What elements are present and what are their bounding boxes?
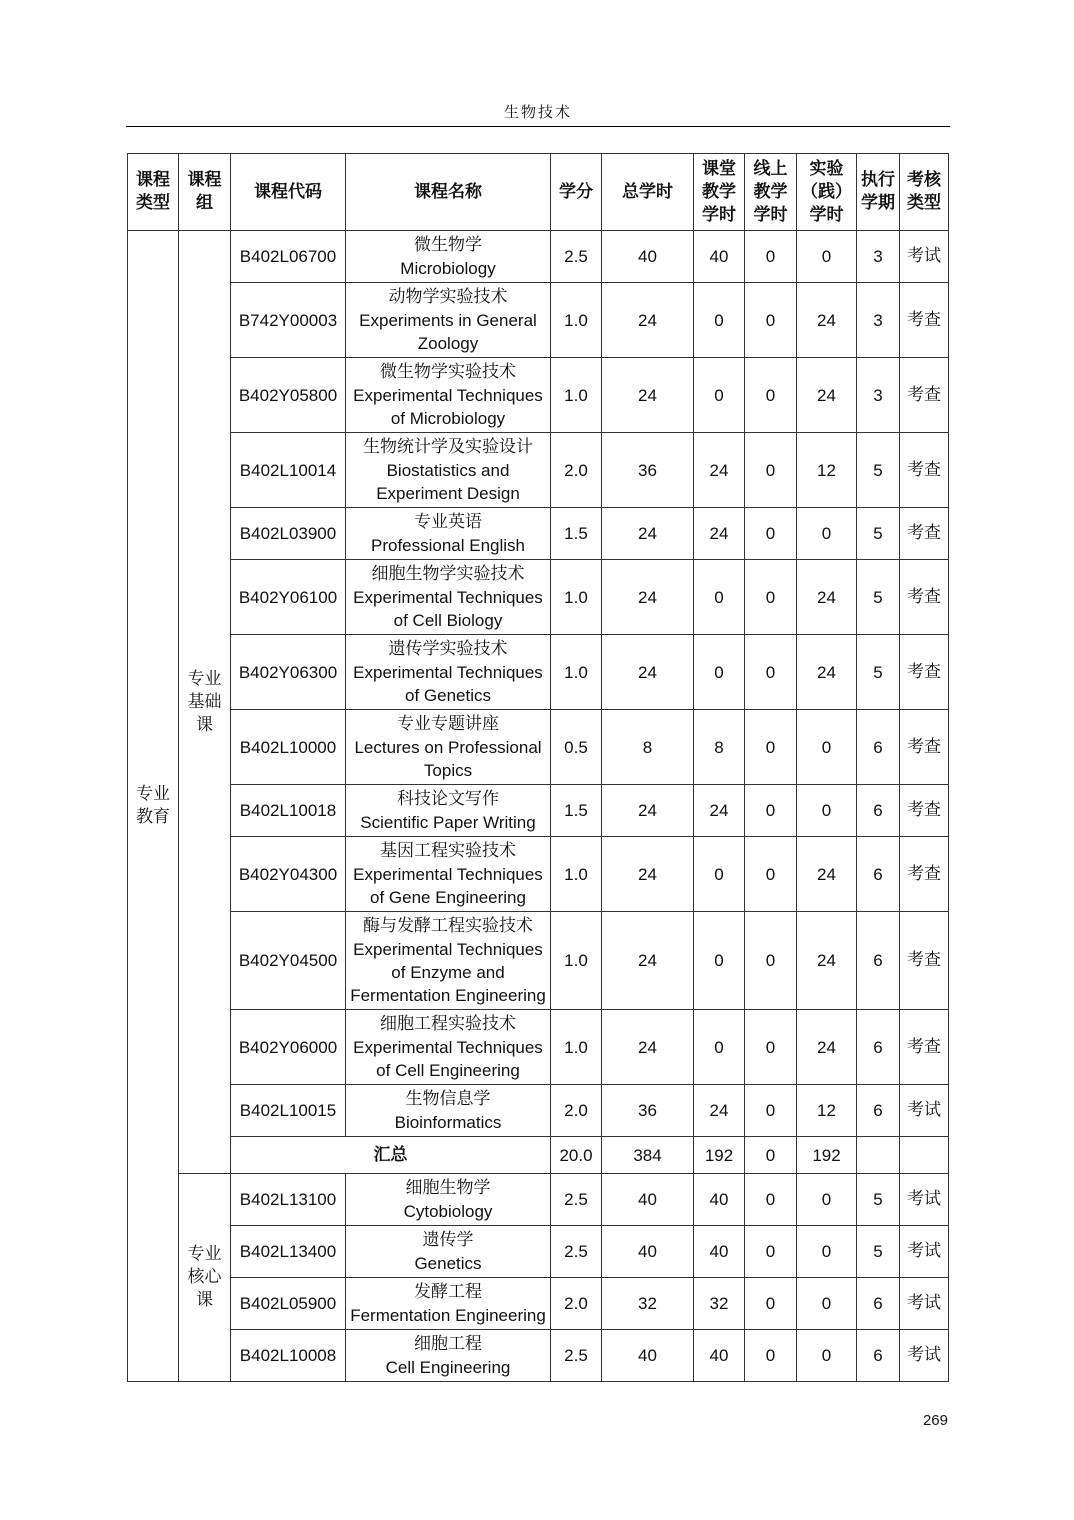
class-hours-cell: 32 <box>694 1278 745 1330</box>
total-assessment-cell <box>900 1137 949 1174</box>
header-class-hours: 课堂教学学时 <box>694 154 745 231</box>
lab-hours-cell: 24 <box>797 912 857 1010</box>
credits-cell: 1.0 <box>551 912 602 1010</box>
credits-cell: 2.0 <box>551 433 602 508</box>
table-row <box>128 710 949 785</box>
total-hours-cell: 36 <box>602 1085 694 1137</box>
total-credits-cell: 20.0 <box>551 1137 602 1174</box>
table-row <box>128 837 949 912</box>
credits-cell: 1.0 <box>551 635 602 710</box>
course-name-cell <box>346 283 551 358</box>
header-semester: 执行学期 <box>857 154 900 231</box>
online-hours-cell: 0 <box>745 231 797 283</box>
course-table-body <box>128 231 949 1382</box>
online-hours-cell: 0 <box>745 560 797 635</box>
online-hours-cell: 0 <box>745 433 797 508</box>
course-name-en: Experimental Techniques of Genetics <box>353 662 543 705</box>
online-hours-cell: 0 <box>745 1278 797 1330</box>
table-row <box>128 358 949 433</box>
assessment-cell: 考查 <box>900 560 949 635</box>
credits-cell: 2.0 <box>551 1278 602 1330</box>
online-hours-cell: 0 <box>745 912 797 1010</box>
total-hours-cell: 24 <box>602 635 694 710</box>
page-header: 生物技术 <box>126 100 950 127</box>
lab-hours-cell: 0 <box>797 1330 857 1382</box>
credits-cell: 2.5 <box>551 1226 602 1278</box>
lab-hours-cell: 24 <box>797 837 857 912</box>
class-hours-cell: 24 <box>694 1085 745 1137</box>
course-name-cn: 细胞生物学 <box>405 1177 491 1198</box>
course-code-cell: B402Y06100 <box>231 560 346 635</box>
assessment-cell: 考试 <box>900 1330 949 1382</box>
course-name-en: Experimental Techniques of Gene Engineering <box>353 864 543 907</box>
course-name-cell <box>346 560 551 635</box>
course-name-cell <box>346 1010 551 1085</box>
semester-cell: 6 <box>857 1278 900 1330</box>
class-hours-cell: 24 <box>694 508 745 560</box>
course-code-cell: B402L13400 <box>231 1226 346 1278</box>
table-row <box>128 560 949 635</box>
lab-hours-cell: 24 <box>797 1010 857 1085</box>
course-name-en: Experimental Techniques of Enzyme and Fermentation Engineering <box>350 939 546 1005</box>
total-lab-hours-cell: 192 <box>797 1137 857 1174</box>
class-hours-cell: 24 <box>694 785 745 837</box>
total-hours-cell: 24 <box>602 560 694 635</box>
total-hours-cell: 40 <box>602 1174 694 1226</box>
course-name-cell <box>346 1330 551 1382</box>
total-hours-cell: 24 <box>602 508 694 560</box>
lab-hours-cell: 24 <box>797 560 857 635</box>
credits-cell: 1.0 <box>551 358 602 433</box>
total-hours-cell: 32 <box>602 1278 694 1330</box>
header-total-hours: 总学时 <box>602 154 694 231</box>
lab-hours-cell: 24 <box>797 358 857 433</box>
class-hours-cell: 0 <box>694 560 745 635</box>
assessment-cell: 考试 <box>900 1085 949 1137</box>
semester-cell: 5 <box>857 433 900 508</box>
online-hours-cell: 0 <box>745 358 797 433</box>
course-code-cell: B402Y05800 <box>231 358 346 433</box>
semester-cell: 5 <box>857 635 900 710</box>
online-hours-cell: 0 <box>745 1010 797 1085</box>
course-name-cell <box>346 231 551 283</box>
total-hours-cell: 40 <box>602 1226 694 1278</box>
table-row <box>128 1330 949 1382</box>
total-hours-cell: 24 <box>602 837 694 912</box>
lab-hours-cell: 0 <box>797 785 857 837</box>
credits-cell: 1.0 <box>551 1010 602 1085</box>
table-row <box>128 1085 949 1137</box>
course-type-cell: 专业教育 <box>128 231 179 1382</box>
course-name-cell <box>346 912 551 1010</box>
course-name-cn: 生物信息学 <box>405 1088 491 1109</box>
course-code-cell: B742Y00003 <box>231 283 346 358</box>
course-code-cell: B402Y04300 <box>231 837 346 912</box>
table-row <box>128 1010 949 1085</box>
assessment-cell: 考试 <box>900 231 949 283</box>
course-code-cell: B402Y04500 <box>231 912 346 1010</box>
table-row <box>128 1278 949 1330</box>
course-code-cell: B402L10000 <box>231 710 346 785</box>
semester-cell: 5 <box>857 1174 900 1226</box>
total-hours-cell: 40 <box>602 1330 694 1382</box>
course-name-cn: 细胞生物学实验技术 <box>371 563 525 584</box>
course-name-cell <box>346 508 551 560</box>
class-hours-cell: 24 <box>694 433 745 508</box>
semester-cell: 6 <box>857 710 900 785</box>
class-hours-cell: 0 <box>694 635 745 710</box>
course-name-cn: 微生物学实验技术 <box>380 361 516 382</box>
header-course-group: 课程组 <box>179 154 231 231</box>
course-name-en: Experimental Techniques of Cell Biology <box>353 587 543 630</box>
course-name-cn: 生物统计学及实验设计 <box>363 436 533 457</box>
semester-cell: 3 <box>857 231 900 283</box>
course-name-cell <box>346 433 551 508</box>
course-name-cn: 发酵工程 <box>414 1281 482 1302</box>
course-name-cn: 细胞工程 <box>414 1333 482 1354</box>
header-lab-hours: 实验（践）学时 <box>797 154 857 231</box>
total-hours-cell: 36 <box>602 433 694 508</box>
course-name-cell <box>346 1085 551 1137</box>
assessment-cell: 考试 <box>900 1226 949 1278</box>
credits-cell: 2.5 <box>551 231 602 283</box>
header-row <box>128 154 949 231</box>
course-name-cn: 科技论文写作 <box>397 788 499 809</box>
credits-cell: 0.5 <box>551 710 602 785</box>
online-hours-cell: 0 <box>745 785 797 837</box>
header-online-hours: 线上教学学时 <box>745 154 797 231</box>
class-hours-cell: 0 <box>694 837 745 912</box>
class-hours-cell: 40 <box>694 1330 745 1382</box>
course-code-cell: B402L10018 <box>231 785 346 837</box>
total-semester-cell <box>857 1137 900 1174</box>
course-name-cell <box>346 1278 551 1330</box>
total-hours-cell: 24 <box>602 785 694 837</box>
semester-cell: 3 <box>857 358 900 433</box>
course-code-cell: B402L10015 <box>231 1085 346 1137</box>
course-name-cn: 遗传学实验技术 <box>388 638 508 659</box>
table-row <box>128 785 949 837</box>
total-hours-cell: 8 <box>602 710 694 785</box>
course-name-cell <box>346 1226 551 1278</box>
course-name-en: Bioinformatics <box>394 1112 502 1132</box>
total-label-cell: 汇总 <box>231 1137 551 1174</box>
semester-cell: 6 <box>857 1085 900 1137</box>
course-code-cell: B402L10014 <box>231 433 346 508</box>
online-hours-cell: 0 <box>745 283 797 358</box>
header-course-name: 课程名称 <box>346 154 551 231</box>
lab-hours-cell: 24 <box>797 635 857 710</box>
assessment-cell: 考查 <box>900 710 949 785</box>
table-row <box>128 231 949 283</box>
credits-cell: 1.0 <box>551 283 602 358</box>
assessment-cell: 考试 <box>900 1174 949 1226</box>
credits-cell: 2.0 <box>551 1085 602 1137</box>
total-online-hours-cell: 0 <box>745 1137 797 1174</box>
credits-cell: 1.5 <box>551 508 602 560</box>
table-row <box>128 912 949 1010</box>
assessment-cell: 考查 <box>900 912 949 1010</box>
class-hours-cell: 8 <box>694 710 745 785</box>
assessment-cell: 考查 <box>900 283 949 358</box>
course-name-cell <box>346 358 551 433</box>
credits-cell: 1.0 <box>551 560 602 635</box>
course-name-cell <box>346 710 551 785</box>
lab-hours-cell: 0 <box>797 1174 857 1226</box>
course-table <box>127 153 949 1382</box>
course-code-cell: B402L06700 <box>231 231 346 283</box>
course-name-en: Fermentation Engineering <box>350 1305 546 1325</box>
total-hours-cell: 24 <box>602 283 694 358</box>
course-group-cell: 专业基础课 <box>179 231 231 1174</box>
course-name-en: Professional English <box>370 535 526 555</box>
course-name-cn: 专业英语 <box>414 511 482 532</box>
online-hours-cell: 0 <box>745 1174 797 1226</box>
course-code-cell: B402L05900 <box>231 1278 346 1330</box>
credits-cell: 2.5 <box>551 1174 602 1226</box>
online-hours-cell: 0 <box>745 710 797 785</box>
lab-hours-cell: 12 <box>797 1085 857 1137</box>
course-name-cn: 微生物学 <box>414 234 482 255</box>
course-name-cn: 遗传学 <box>422 1229 474 1250</box>
credits-cell: 2.5 <box>551 1330 602 1382</box>
class-hours-cell: 40 <box>694 1226 745 1278</box>
class-hours-cell: 40 <box>694 231 745 283</box>
course-name-cn: 专业专题讲座 <box>397 713 499 734</box>
semester-cell: 3 <box>857 283 900 358</box>
class-hours-cell: 40 <box>694 1174 745 1226</box>
total-row <box>128 1137 949 1174</box>
online-hours-cell: 0 <box>745 837 797 912</box>
header-assessment: 考核类型 <box>900 154 949 231</box>
lab-hours-cell: 12 <box>797 433 857 508</box>
total-hours-cell: 24 <box>602 358 694 433</box>
table-row <box>128 283 949 358</box>
course-name-en: Lectures on Professional Topics <box>354 737 542 780</box>
table-row <box>128 508 949 560</box>
total-hours-cell: 24 <box>602 912 694 1010</box>
course-code-cell: B402L13100 <box>231 1174 346 1226</box>
header-course-type: 课程类型 <box>128 154 179 231</box>
assessment-cell: 考查 <box>900 837 949 912</box>
online-hours-cell: 0 <box>745 635 797 710</box>
course-name-en: Experimental Techniques of Cell Engineering <box>353 1037 543 1080</box>
total-hours-cell: 40 <box>602 231 694 283</box>
semester-cell: 6 <box>857 912 900 1010</box>
lab-hours-cell: 24 <box>797 283 857 358</box>
total-hours-sum-cell: 384 <box>602 1137 694 1174</box>
semester-cell: 6 <box>857 1330 900 1382</box>
course-name-cell <box>346 635 551 710</box>
semester-cell: 6 <box>857 837 900 912</box>
online-hours-cell: 0 <box>745 1330 797 1382</box>
semester-cell: 5 <box>857 1226 900 1278</box>
course-name-en: Experimental Techniques of Microbiology <box>353 385 543 428</box>
semester-cell: 5 <box>857 508 900 560</box>
lab-hours-cell: 0 <box>797 508 857 560</box>
online-hours-cell: 0 <box>745 508 797 560</box>
course-name-en: Scientific Paper Writing <box>360 812 536 832</box>
course-name-cn: 基因工程实验技术 <box>380 840 516 861</box>
course-name-en: Cell Engineering <box>385 1357 511 1377</box>
class-hours-cell: 0 <box>694 283 745 358</box>
credits-cell: 1.5 <box>551 785 602 837</box>
assessment-cell: 考查 <box>900 358 949 433</box>
course-code-cell: B402L10008 <box>231 1330 346 1382</box>
page-number: 269 <box>922 1412 948 1429</box>
assessment-cell: 考试 <box>900 1278 949 1330</box>
class-hours-cell: 0 <box>694 358 745 433</box>
assessment-cell: 考查 <box>900 1010 949 1085</box>
total-hours-cell: 24 <box>602 1010 694 1085</box>
semester-cell: 6 <box>857 1010 900 1085</box>
assessment-cell: 考查 <box>900 785 949 837</box>
course-name-cell <box>346 837 551 912</box>
assessment-cell: 考查 <box>900 635 949 710</box>
course-name-cell <box>346 1174 551 1226</box>
online-hours-cell: 0 <box>745 1085 797 1137</box>
course-name-en: Cytobiology <box>403 1201 493 1221</box>
course-name-en: Microbiology <box>400 258 496 278</box>
lab-hours-cell: 0 <box>797 710 857 785</box>
lab-hours-cell: 0 <box>797 1226 857 1278</box>
course-code-cell: B402Y06300 <box>231 635 346 710</box>
lab-hours-cell: 0 <box>797 1278 857 1330</box>
course-name-en: Biostatistics and Experiment Design <box>376 460 520 503</box>
course-group-cell: 专业核心课 <box>179 1174 231 1382</box>
table-row <box>128 1226 949 1278</box>
course-name-cn: 细胞工程实验技术 <box>380 1013 516 1034</box>
class-hours-cell: 0 <box>694 912 745 1010</box>
semester-cell: 5 <box>857 560 900 635</box>
credits-cell: 1.0 <box>551 837 602 912</box>
assessment-cell: 考查 <box>900 433 949 508</box>
course-code-cell: B402L03900 <box>231 508 346 560</box>
course-name-cn: 动物学实验技术 <box>388 286 508 307</box>
online-hours-cell: 0 <box>745 1226 797 1278</box>
assessment-cell: 考查 <box>900 508 949 560</box>
table-row <box>128 433 949 508</box>
class-hours-cell: 0 <box>694 1010 745 1085</box>
lab-hours-cell: 0 <box>797 231 857 283</box>
table-row <box>128 1174 949 1226</box>
header-credits: 学分 <box>551 154 602 231</box>
course-name-cn: 酶与发酵工程实验技术 <box>363 915 533 936</box>
course-code-cell: B402Y06000 <box>231 1010 346 1085</box>
course-name-en: Genetics <box>414 1253 482 1273</box>
table-row <box>128 635 949 710</box>
header-course-code: 课程代码 <box>231 154 346 231</box>
course-name-en: Experiments in General Zoology <box>359 310 537 353</box>
total-class-hours-cell: 192 <box>694 1137 745 1174</box>
semester-cell: 6 <box>857 785 900 837</box>
course-name-cell <box>346 785 551 837</box>
